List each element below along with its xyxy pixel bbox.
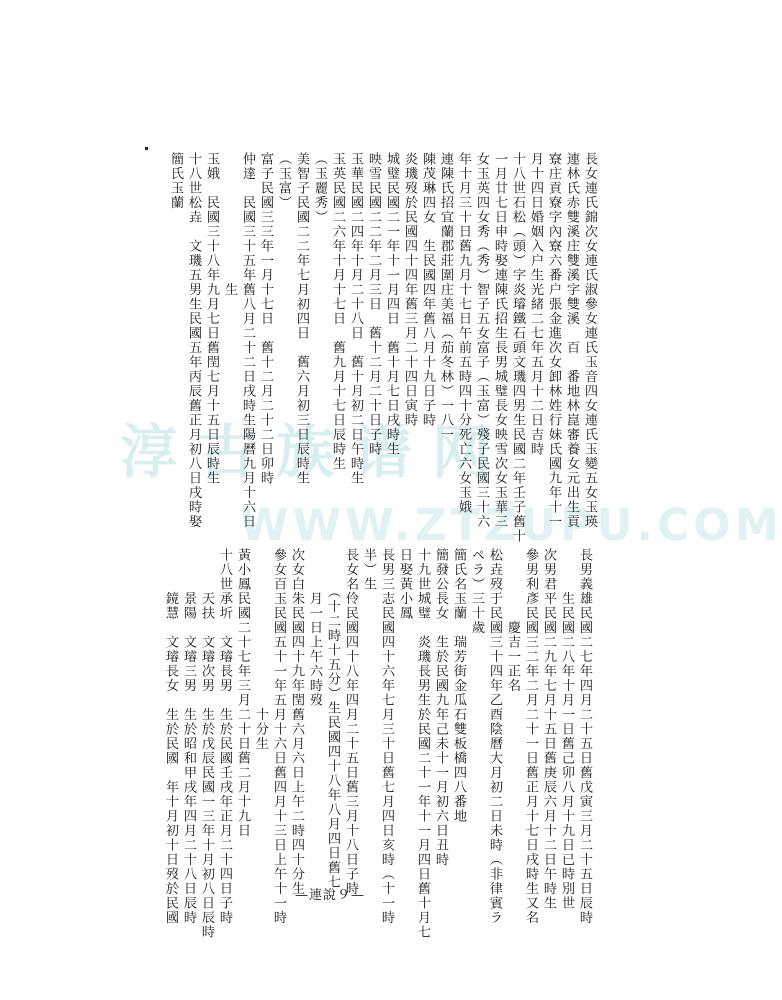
text-column: 生 xyxy=(222,152,237,297)
text-column: 陳茂琳四女 生民國四年舊八月十九日子時 xyxy=(420,152,435,428)
text-column: 城璧民國二一年十一月四日 舊十月七日戌時生 xyxy=(384,152,399,457)
text-column: 一月廿七日申時娶連陳氏招生長男城璧長女映雪次女玉華三 xyxy=(492,152,507,529)
text-column: 日娶黃小鳳 xyxy=(397,548,412,621)
text-column: 長女名伶民國四十八年四月二十五日舊三月十八日子時 xyxy=(343,548,358,896)
page-number: —連說９— xyxy=(295,888,366,903)
text-column: 次女白朱民國四十九年閏舊六月六日上午二時四十分生 xyxy=(289,548,304,896)
text-column: 黃小鳳民國二十七年三月二十日舊二月十九日 xyxy=(235,548,250,838)
text-column: 慶吉一正名 xyxy=(505,548,520,693)
text-column: 連林氏赤雙溪庄雙溪字雙溪 百 番地林崑審養女元出生貢 xyxy=(564,152,579,529)
watermark-url: WWW.ZTZUPU.COM xyxy=(240,500,782,551)
text-column: 長男義雄民國二七年四月二十五日舊戊寅三月二十五日辰時 xyxy=(577,548,592,925)
text-column: 半）生 xyxy=(361,548,376,592)
text-column: 仲達 民國三十五年舊八月二十二日戌時生陽曆九月十六日 xyxy=(240,152,255,529)
text-column: 玉英民國二六年十月十七日 舊九月十七日辰時生 xyxy=(330,152,345,471)
text-column: 參男利彥民國三二年二月二十一日舊正月十七日戌時生又名 xyxy=(523,548,538,925)
text-column: 十八世承圻 文璿長男 生於民國壬戌年正月二十四日子時 xyxy=(217,548,232,925)
text-column: 月十四日婚姻入户生光緒二七年五月十二日吉時 xyxy=(528,152,543,457)
text-column: 連陳氏招宜蘭郡莊圍庄美福（茄冬林）一八一 xyxy=(438,152,453,442)
text-column: ペラ）三十歲 xyxy=(469,548,484,635)
text-column: 簡發公長女 生於民國九年己未十一月初六日丑時 xyxy=(433,548,448,867)
text-column: 富子民國三三年一月十七日 舊十二月二十二日卯時 xyxy=(258,152,273,486)
text-column: 參女百玉民國五十一年五月十六日舊四月十三日上午十一時 xyxy=(271,548,286,925)
text-column: 長男三志民國四十六年七月三十日舊七月四日亥時（十一時 xyxy=(379,548,394,925)
text-column: 十八世松垚 文璣五男生民國五年丙辰舊正月初八日戌時娶 xyxy=(186,152,201,529)
text-column: 景陽 文璿三男 生於昭和甲戌年四月二十八日辰時 xyxy=(181,548,196,925)
text-column: 十分生 xyxy=(253,548,268,751)
text-column: 炎璣歿於民國四十四年舊三月二十四日寅時 xyxy=(402,152,417,428)
text-column: 簡氏玉蘭 xyxy=(168,152,183,210)
text-column: （玉麗秀） xyxy=(312,152,327,225)
text-column: 生民國二八年十月一日舊己卯八月十九日已時別世 xyxy=(559,548,574,911)
text-column: 十八世石松（頭）字炎璿鐵石頭文璣四男生民國二年壬子舊十 xyxy=(510,152,525,544)
text-column: 天扶 文璿次男 生於戊辰民國一三年十月初八日辰時 xyxy=(199,548,214,940)
text-column: 玉華民國二四年十月二十八日 舊十月初二日午時生 xyxy=(348,152,363,486)
text-column: 玉娥 民國三十八年九月七日舊閏七月十五日辰時生 xyxy=(204,152,219,486)
text-column: 月一日上午六時歿 xyxy=(307,548,322,708)
watermark-brand: 淳古族谱网 xyxy=(120,418,511,486)
text-column: （玉富） xyxy=(276,152,291,210)
text-column: 寮庄貢寮字內寮六番户張金進次女卸林姓行妹氏國九年十一 xyxy=(546,152,561,529)
text-column: 簡氏名玉蘭 瑞芳街金瓜石雙板橋四八番地 xyxy=(451,548,466,824)
text-column: 美智子民國二二年七月初四日 舊六月初三日辰時生 xyxy=(294,152,309,486)
text-column: 女玉英四女秀（秀）智子五女富子（玉富）殘子民國三十六 xyxy=(474,152,489,529)
text-column: 映雪民國二二年二月三日 舊十二月二十日子時 xyxy=(366,152,381,457)
text-column: 次男君平民國二九年七月十五日舊庚辰六月十二日午時生 xyxy=(541,548,556,911)
text-column: 松垚歿于民國三十四年乙酉陰曆大月初二日未時（非律賓ラ xyxy=(487,548,502,925)
text-column: （十二時十五分）生民國四十八年八月四日舊七 xyxy=(325,548,340,890)
text-column: 十九世城璧 炎璣長男生於民國二十一年十一月四日舊十月七 xyxy=(415,548,430,940)
text-column: 鏡慧 文璿長女 生於民國 年十月初十日歿於民國 xyxy=(163,548,178,925)
text-column: 年十月三十日舊九月十七日午前五時四十分死亡六女玉娥 xyxy=(456,152,471,515)
margin-dot xyxy=(145,147,148,150)
text-column: 長女連氏錦次女連氏淑參女連氏玉音四女連氏玉變五女玉瑛 xyxy=(582,152,597,529)
